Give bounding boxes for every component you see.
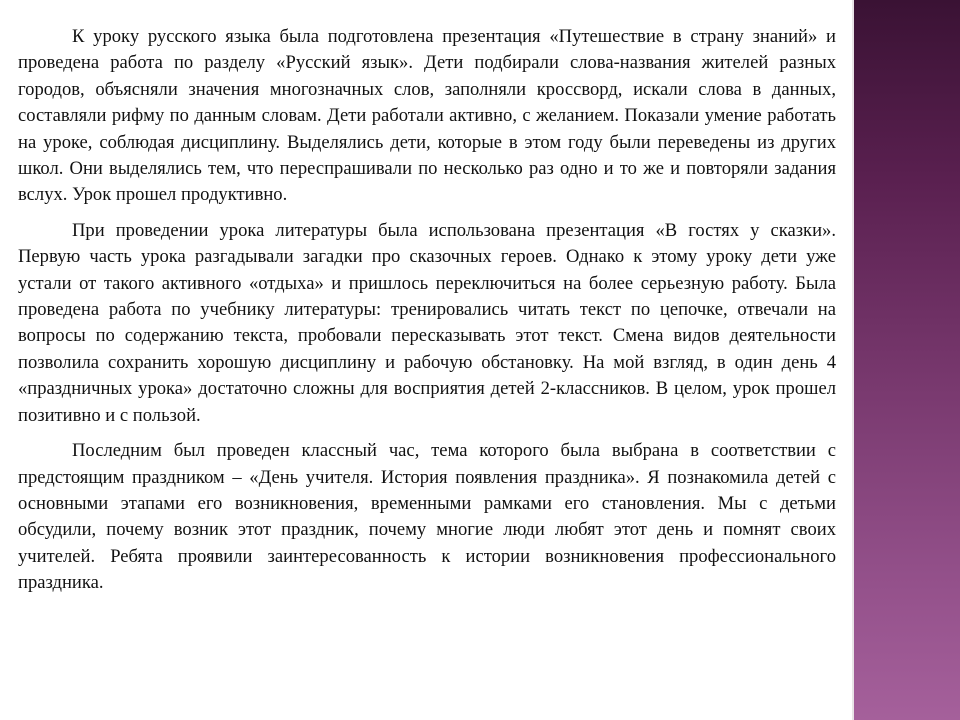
paragraph-russian-lesson: К уроку русского языка была подготовлена презентация «Путешествие в страну знаний» и проведена работа по разделу «Русский язык». Дети подбирали слова-названия жителей разных городов, объясняли значения многозначных слов, заполняли кроссворд, искали слова в данных, составляли рифму по данным словам. Дети работали активно, с желанием. Показали умение работать на уроке, соблюдая дисциплину. Выделялись дети, которые в этом году были переведены из других школ. Они выделялись тем, что переспрашивали по несколько раз одно и то же и повторяли задания вслух. Урок прошел продуктивно. bbox=[18, 26, 836, 206]
paragraph-class-hour: Последним был проведен классный час, тема которого была выбрана в соответствии с предстоящим праздником – «День учителя. История появления праздника». Я познакомила детей с основными этапами его возникновения, временными рамками его становления. Мы с детьми обсудили, почему возник этот праздник, почему многие люди любят этот день и помнят своих учителей. Ребята проявили заинтересованность к истории возникновения профессионального праздника. bbox=[18, 440, 836, 594]
slide-text-area bbox=[18, 24, 836, 704]
paragraph-literature-lesson: При проведении урока литературы была использована презентация «В гостях у сказки». Первую часть урока разгадывали загадки про сказочных героев. Однако к этому уроку дети уже устали от такого активного «отдыха» и пришлось переключиться на более серьезную работу. Была проведена работа по учебнику литературы: тренировались читать текст по цепочке, отвечали на вопросы по содержанию текста, пробовали пересказывать этот текст. Смена видов деятельности позволила сохранить хорошую дисциплину и рабочую обстановку. На мой взгляд, в один день 4 «праздничных урока» достаточно сложны для восприятия детей 2-классников. В целом, урок прошел позитивно и с пользой. bbox=[18, 219, 836, 426]
decorative-side-band bbox=[854, 0, 960, 720]
